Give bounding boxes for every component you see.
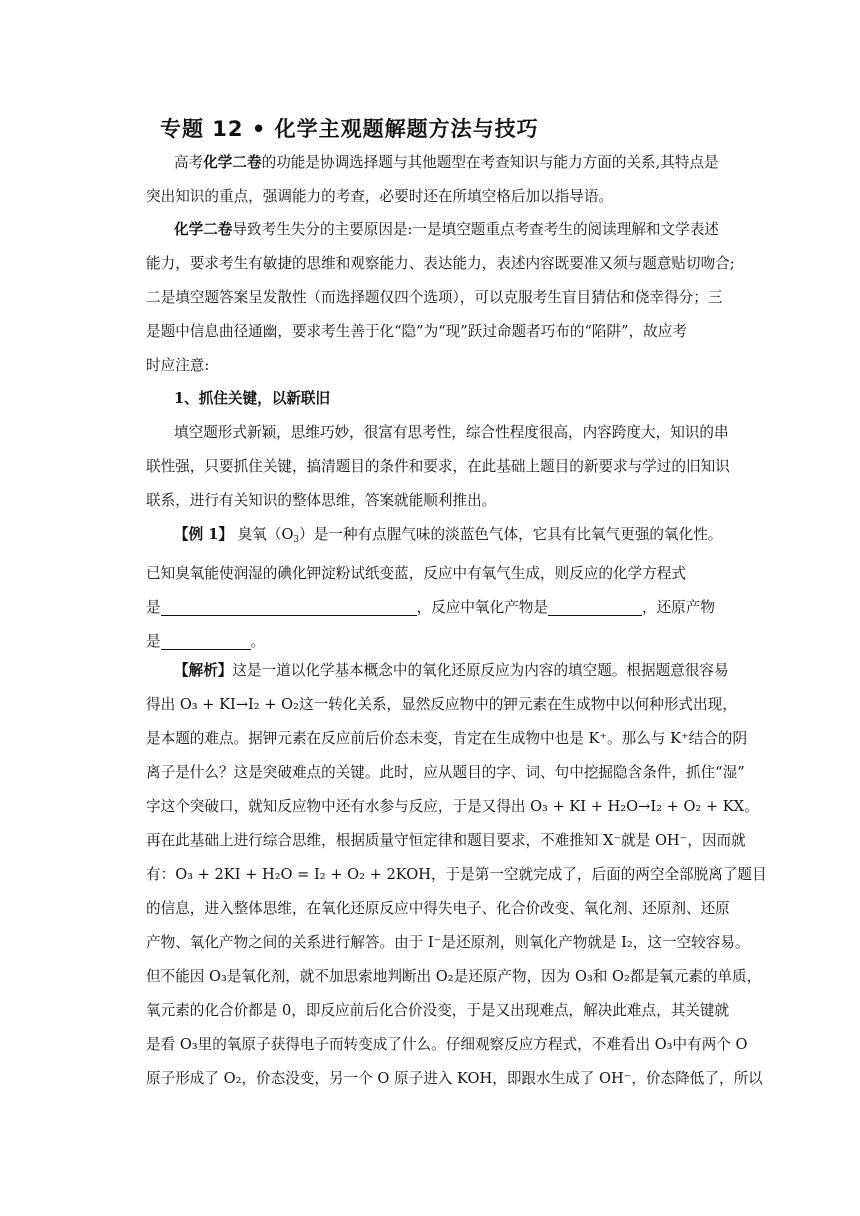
text: 高考 [174,154,204,171]
analysis-label: 【解析】 [174,662,233,679]
text-line: 联性强，只要抓住关键，搞清题目的条件和要求，在此基础上题目的新要求与学过的旧知识 [146,458,730,475]
text: 臭氧（O [233,526,294,543]
heading-text: 1、抓住关键，以新联旧 [174,390,331,407]
text-line: 联系，进行有关知识的整体思维，答案就能顺利推出。 [146,492,497,509]
text: 。 [250,633,266,650]
document-title: 专题 12 • 化学主观题解题方法与技巧 [160,117,539,141]
text-line: 填空题形式新颖，思维巧妙，很富有思考性，综合性程度很高，内容跨度大，知识的串 [174,424,729,441]
text-line: 是本题的难点。据钾元素在反应前后价态未变，肯定在生成物中也是 K⁺。那么与 K⁺结合的阴 [146,730,748,747]
bold-term: 化学二卷 [174,221,233,238]
text-line: 字这个突破口，就知反应物中还有水参与反应，于是又得出 O₃ + KI + H₂O→I₂ + O₂ + KX。 [146,798,759,815]
text-line: 二是填空题答案呈发散性（而选择题仅四个选项），可以克服考生盲目猜估和侥幸得分；三 [146,289,723,306]
example-label: 【例 1】 [174,526,234,543]
bold-term: 化学二卷 [203,154,262,171]
text-line: 时应注意: [146,357,210,374]
text-line [146,518,723,557]
text-line: 是题中信息曲径通幽，要求考生善于化“隐”为“现”跃过命题者巧布的“陷阱”，故应考 [146,323,687,340]
answer-blank-oxidation-product[interactable] [548,597,642,616]
answer-blank-equation[interactable] [161,597,417,616]
text-line: 是看 O₃里的氧原子获得电子而转变成了什么。仔细观察反应方程式，不难看出 O₃中有两个 O [146,1036,748,1053]
text-line: 的信息，进入整体思维，在氧化还原反应中得失电子、化合价改变、氧化剂、还原剂、还原 [146,900,730,917]
section-heading [146,382,720,416]
text-line: 但不能因 O₃是氧化剂，就不加思索地判断出 O₂是还原产物，因为 O₃和 O₂都是氧元素的单质， [146,968,762,985]
intro-paragraph [146,146,720,214]
text: 导致考生失分的主要原因是:一是填空题重点考查考生的阅读理解和文学表述 [232,221,719,238]
text-line: 突出知识的重点，强调能力的考查，必要时还在所填空格后加以指导语。 [146,188,614,205]
example-paragraph [146,518,723,659]
text-line: 能力，要求考生有敏捷的思维和观察能力、表达能力，表述内容既要准又须与题意贴切吻合; [146,255,735,272]
text-line: 有：O₃ + 2KI + H₂O = I₂ + O₂ + 2KOH，于是第一空就完成了，后面的两空全部脱离了题目 [146,866,767,883]
analysis-paragraph [146,654,767,1096]
text: 这是一道以化学基本概念中的氧化还原反应为内容的填空题。根据题意很容易 [232,662,729,679]
answer-blank-reduction-product[interactable] [161,631,251,650]
text-line: 产物、氧化产物之间的关系进行解答。由于 I⁻是还原剂，则氧化产物就是 I₂，这一空较容易。 [146,934,750,951]
text: ，反应中氧化产物是 [416,599,548,616]
text-line [146,146,720,180]
text-line [146,654,729,688]
text: ）是一种有点腥气味的淡蓝色气体，它具有比氧气更强的氧化性。 [299,526,723,543]
text: ，还原产物 [641,599,715,616]
text-line: 再在此基础上进行综合思维，根据质量守恒定律和题目要求，不难推知 X⁻就是 OH⁻，因而就 [146,832,746,849]
causes-paragraph [146,213,735,383]
text: 是 [146,599,161,616]
subscript: 3 [293,535,300,545]
text-line: 氧元素的化合价都是 0，即反应前后化合价没变，于是又出现难点，解决此难点，其关键就 [146,1002,730,1019]
text-line: 得出 O₃ + KI→I₂ + O₂这一转化关系，显然反应物中的钾元素在生成物中以何种形式出现， [146,696,737,713]
text-line: 已知臭氧能使润湿的碘化钾淀粉试纸变蓝，反应中有氧气生成，则反应的化学方程式 [146,565,686,582]
method-paragraph [146,416,730,518]
text-line [146,213,720,247]
text-line [146,591,720,625]
text: 是 [146,633,161,650]
text-line: 离子是什么？这是突破难点的关键。此时，应从题目的字、词、句中挖掘隐含条件，抓住“湿” [146,764,745,781]
text: 的功能是协调选择题与其他题型在考查知识与能力方面的关系,其特点是 [261,154,719,171]
text-line: 原子形成了 O₂，价态没变，另一个 O 原子进入 KOH，即跟水生成了 OH⁻，价态降低了，所以 [146,1070,763,1087]
